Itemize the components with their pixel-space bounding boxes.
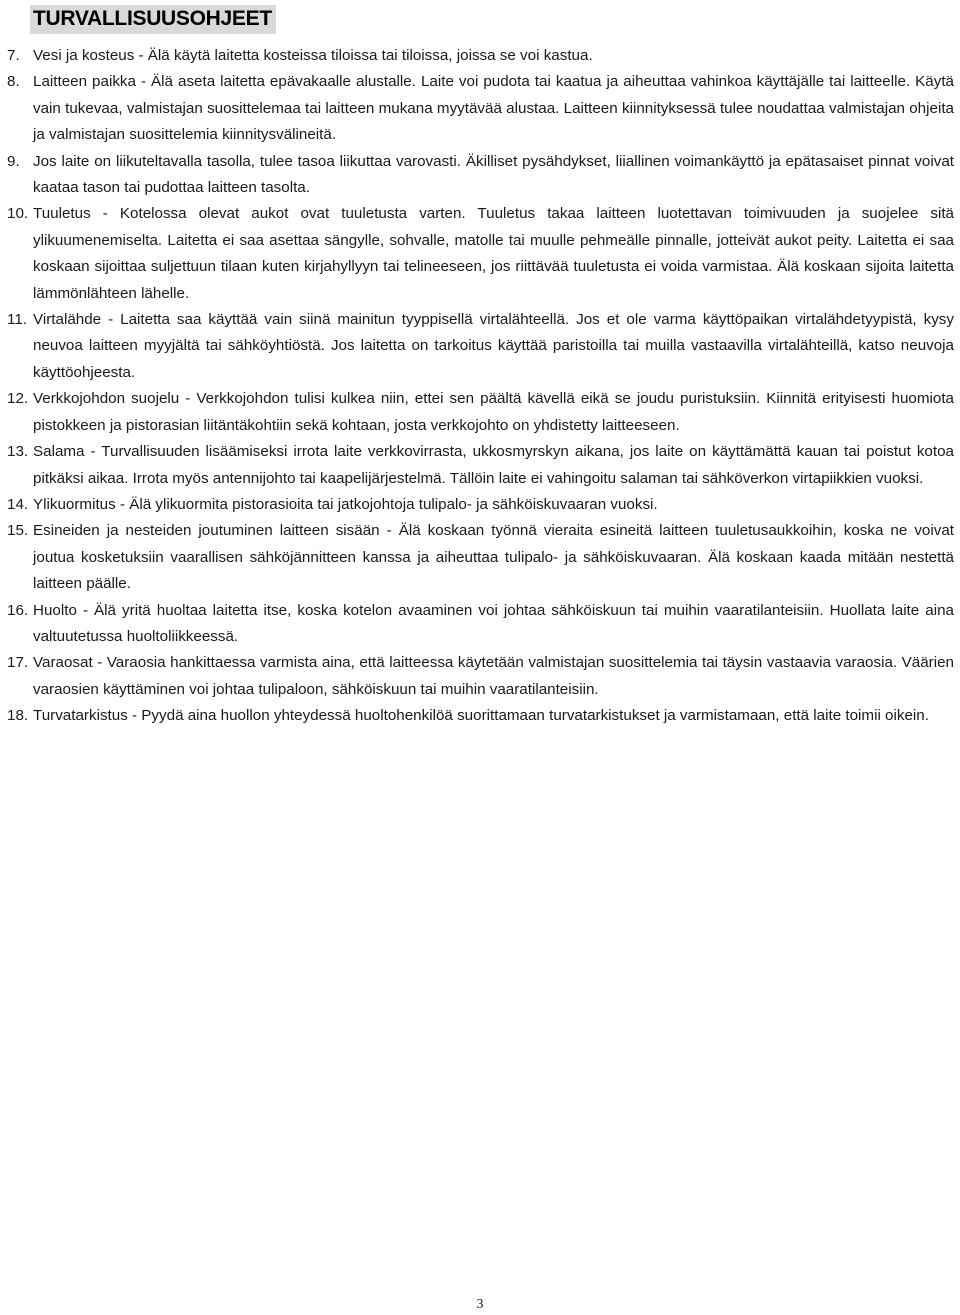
page-number: 3 — [476, 1297, 484, 1312]
list-item — [0, 201, 960, 307]
item-text: Verkkojohdon suojelu - Verkkojohdon tulisi kulkea niin, ettei sen päältä kävellä eikä se joudu puristuksiin. Kiinnitä erityisesti huomiota pistokkeen ja pistorasian liitäntäkohtiin sekä kohtaan, josta verkkojohto on yhdistetty laitteeseen. — [33, 390, 954, 434]
list-item — [0, 518, 960, 597]
item-number: 16. — [7, 601, 29, 619]
item-number: 9. — [7, 152, 20, 170]
item-number: 14. — [7, 495, 29, 513]
title-box — [30, 5, 276, 34]
item-number: 12. — [7, 390, 29, 408]
item-number: 17. — [7, 654, 29, 672]
item-text: Vesi ja kosteus - Älä käytä laitetta kosteissa tiloissa tai tiloissa, joissa se voi kastua. — [33, 47, 593, 64]
item-number: 15. — [7, 522, 29, 540]
list-item — [0, 386, 960, 439]
list-item — [0, 650, 960, 703]
item-text: Esineiden ja nesteiden joutuminen laitteen sisään - Älä koskaan työnnä vieraita esineitä laitteen tuuletusaukkoihin, koska ne voivat joutua kosketuksiin vaarallisen sähköjännitteen kanssa ja aiheuttaa tulipalo- ja sähköiskuvaaran. Älä koskaan kaada mitään nestettä laitteen päälle. — [33, 522, 954, 593]
list-item — [0, 598, 960, 651]
list-item — [0, 69, 960, 148]
item-text: Salama - Turvallisuuden lisäämiseksi irrota laite verkkovirrasta, ukkosmyrskyn aikana, jos laite on käyttämättä kauan tai poistut kotoa pitkäksi aikaa. Irrota myös antennijohto tai kaapelijärjestelmä. Tällöin laite ei vahingoitu salaman tai sähköverkon virtapiikkien vuoksi. — [33, 443, 954, 487]
list-item — [0, 703, 960, 729]
item-number: 7. — [7, 47, 20, 64]
list-item — [0, 307, 960, 386]
item-number: 18. — [7, 707, 29, 725]
item-text: Jos laite on liikuteltavalla tasolla, tulee tasoa liikuttaa varovasti. Äkilliset pysähdykset, liiallinen voimankäyttö ja epätasaiset pinnat voivat kaataa tason tai pudottaa laitteen tasolta. — [33, 152, 954, 197]
item-number: 11. — [7, 311, 27, 329]
list-item — [0, 492, 960, 518]
item-text: Ylikuormitus - Älä ylikuormita pistorasioita tai jatkojohtoja tulipalo- ja sähköiskuvaaran vuoksi. — [33, 495, 658, 513]
list-item — [0, 149, 960, 202]
list-item — [0, 439, 960, 492]
item-number: 8. — [7, 73, 20, 91]
item-number: 10. — [7, 205, 29, 223]
item-text: Turvatarkistus - Pyydä aina huollon yhteydessä huoltohenkilöä suorittamaan turvatarkistukset ja varmistamaan, että laite toimii oikein. — [33, 707, 929, 725]
safety-instructions-list — [0, 43, 960, 730]
item-text: Varaosat - Varaosia hankittaessa varmista aina, että laitteessa käytetään valmistajan suosittelemia tai täysin vastaavia varaosia. Väärien varaosien käyttäminen voi johtaa tulipaloon, sähköiskuun tai muihin vaaratilanteisiin. — [33, 654, 954, 698]
item-text: Laitteen paikka - Älä aseta laitetta epävakaalle alustalle. Laite voi pudota tai kaatua ja aiheuttaa vahinkoa käyttäjälle tai laitteelle. Käytä vain tukevaa, valmistajan suosittelemaa tai laitteen mukana myytävää alustaa. Laitteen kiinnityksessä tulee noudattaa valmistajan ohjeita ja valmistajan suosittelemia kiinnitysvälineitä. — [33, 73, 954, 144]
item-text: Virtalähde - Laitetta saa käyttää vain siinä mainitun tyyppisellä virtalähteellä. Jos et ole varma käyttöpaikan virtalähdetyypistä, kysy neuvoa laitteen myyjältä tai sähköyhtiöstä. Jos laitetta on tarkoitus käyttää paristoilla tai muilla vastaavilla virtalähteillä, katso neuvoja käyttöohjeesta. — [33, 311, 954, 381]
item-number: 13. — [7, 443, 29, 461]
page-title: TURVALLISUUSOHJEET — [33, 7, 272, 30]
list-item — [0, 43, 960, 69]
item-text: Tuuletus - Kotelossa olevat aukot ovat tuuletusta varten. Tuuletus takaa laitteen luotettavan toimivuuden ja suojelee sitä ylikuumenemiselta. Laitetta ei saa asettaa sängylle, sohvalle, matolle tai muulle pehmeälle pinnalle, jotteivät aukot peity. Laitetta ei saa koskaan sijoittaa suljettuun tilaan kuten kirjahyllyyn tai telineeseen, jos riittävää tuuletusta ei voida varmistaa. Älä koskaan sijoita laitetta lämmönlähteen lähelle. — [33, 205, 954, 302]
item-text: Huolto - Älä yritä huoltaa laitetta itse, koska kotelon avaaminen voi johtaa sähköiskuun tai muihin vaaratilanteisiin. Huollata laite aina valtuutetussa huoltoliikkeessä. — [33, 601, 954, 645]
